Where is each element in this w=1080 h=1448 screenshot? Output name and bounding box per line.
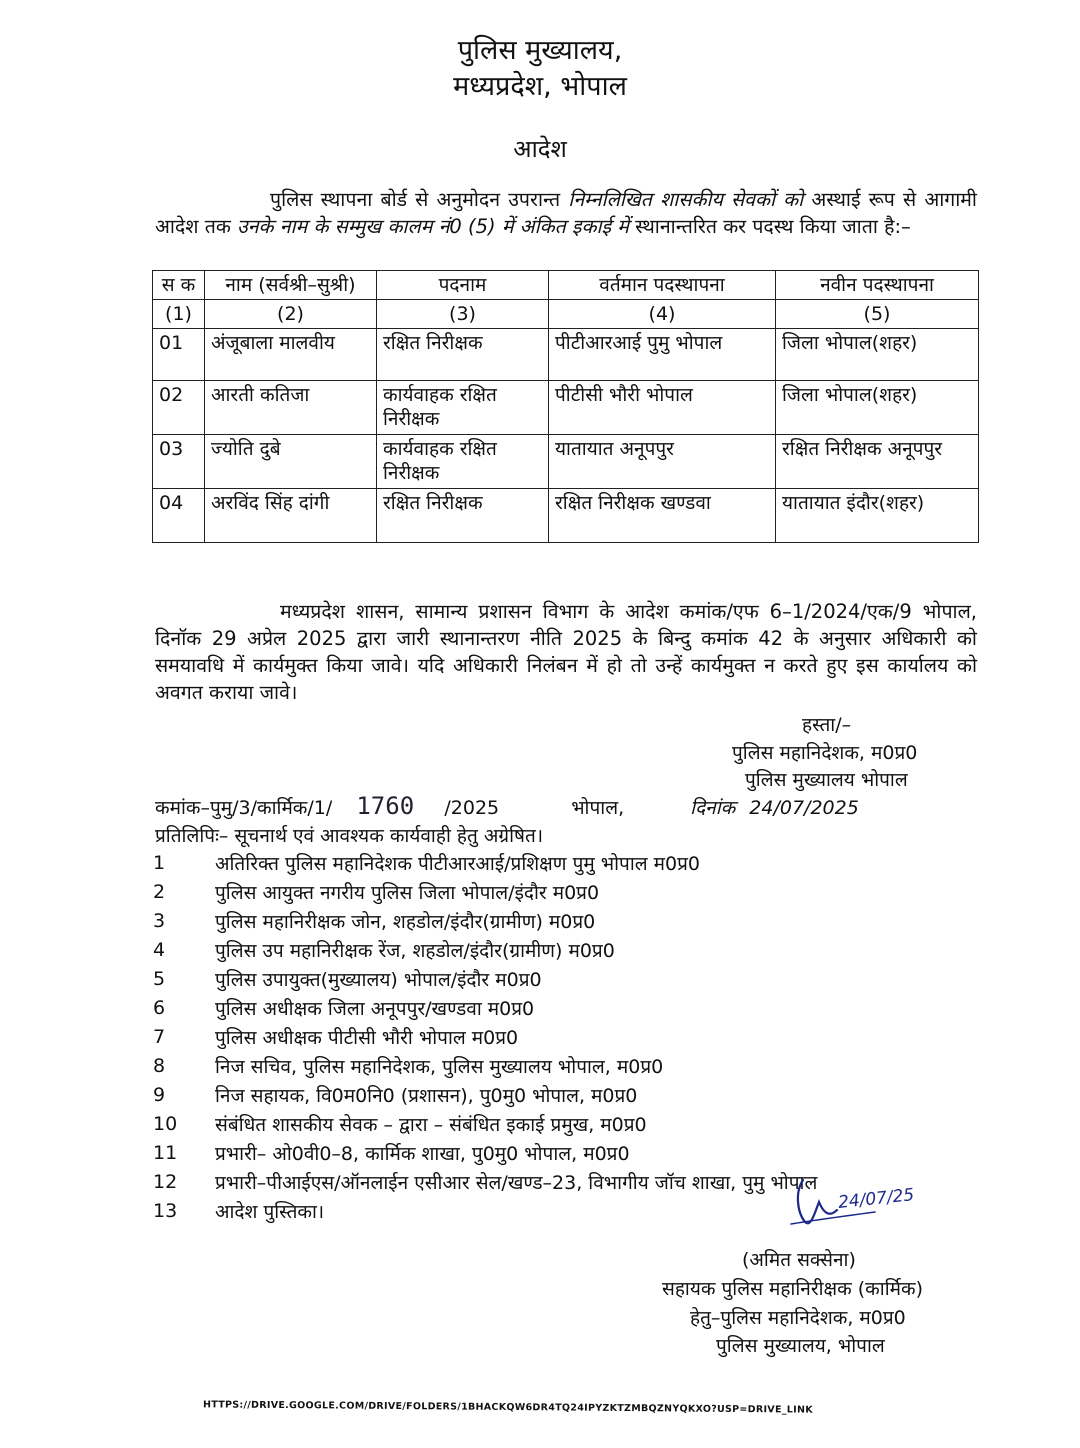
col-number: (2) [205, 300, 377, 329]
copy-number: 12 [153, 1170, 178, 1193]
reference-prefix: कमांक–पुमु/3/कार्मिक/1/ [155, 797, 333, 819]
copy-number: 1 [153, 851, 166, 874]
cell-name: अंजूबाला मालवीय [205, 329, 377, 381]
copy-text: संबंधित शासकीय सेवक – द्वारा – संबंधित इकाई प्रमुख, म0प्र0 [215, 1113, 647, 1136]
col-number: (1) [153, 300, 205, 329]
copy-text: पुलिस अधीक्षक पीटीसी भौरी भोपाल म0प्र0 [215, 1026, 519, 1049]
cell-designation: कार्यवाहक रक्षित निरीक्षक [377, 381, 549, 435]
cell-current-posting: पीटीआरआई पुमु भोपाल [549, 329, 776, 381]
cell-designation: रक्षित निरीक्षक [377, 489, 549, 543]
cell-new-posting: जिला भोपाल(शहर) [776, 329, 979, 381]
copy-number: 7 [153, 1025, 166, 1048]
col-number: (3) [377, 300, 549, 329]
cell-sn: 02 [153, 381, 205, 435]
header-name: नाम (सर्वश्री–सुश्री) [205, 271, 377, 300]
cell-name: आरती कतिजा [205, 381, 377, 435]
copy-text: पुलिस उप महानिरीक्षक रेंज, शहडोल/इंदौर(ग्रामीण) म0प्र0 [215, 939, 615, 962]
order-number: 1760 [356, 792, 415, 820]
copy-number: 8 [153, 1054, 166, 1077]
date-label: दिनांक [690, 797, 736, 819]
copy-number: 4 [153, 938, 166, 961]
copy-text: प्रभारी–पीआईएस/ऑनलाईन एसीआर सेल/खण्ड–23, विभागीय जॉच शाखा, पुमु भोपाल [215, 1171, 818, 1194]
list-item [150, 1051, 1000, 1080]
cell-designation: कार्यवाहक रक्षित निरीक्षक [377, 435, 549, 489]
copy-number: 9 [153, 1083, 166, 1106]
copy-text: पुलिस महानिरीक्षक जोन, शहडोल/इंदौर(ग्रामीण) म0प्र0 [215, 910, 596, 933]
dgp-office: पुलिस मुख्यालय भोपाल [745, 769, 908, 791]
list-item [150, 1138, 1000, 1167]
instruction-paragraph: मध्यप्रदेश शासन, सामान्य प्रशासन विभाग के आदेश कमांक/एफ 6–1/2024/एक/9 भोपाल, दिनॉक 29 अप्रेल 2025 द्वारा जारी स्थानान्तरण नीति 2025 के बिन्दु कमांक 42 के अनुसार अधिकारी को समयावधि में कार्यमुक्त किया जावे। यदि अधिकारी निलंबन में हो तो उन्हें कार्यमुक्त न करते हुए इस कार्यालय को अवगत कराया जावे। [155, 600, 977, 704]
copy-number: 11 [153, 1141, 178, 1164]
list-item [150, 848, 1000, 877]
header-sn: स क [153, 271, 205, 300]
signatory-on-behalf: हेतु–पुलिस महानिदेशक, म0प्र0 [690, 1307, 906, 1329]
cell-new-posting: जिला भोपाल(शहर) [776, 381, 979, 435]
table-row [153, 489, 979, 543]
transfer-table [152, 270, 979, 543]
reference-place: भोपाल, [571, 797, 625, 819]
copy-number: 2 [153, 880, 166, 903]
column-number-row [153, 300, 979, 329]
list-item [150, 906, 1000, 935]
cell-current-posting: पीटीसी भौरी भोपाल [549, 381, 776, 435]
list-item [150, 935, 1000, 964]
signatory-designation: सहायक पुलिस महानिरीक्षक (कार्मिक) [662, 1278, 923, 1300]
order-date: 24/07/2025 [749, 797, 859, 819]
dgp-designation: पुलिस महानिदेशक, म0प्र0 [732, 742, 918, 764]
table-header-row [153, 271, 979, 300]
copy-text: प्रभारी– ओ0वी0–8, कार्मिक शाखा, पु0मु0 भोपाल, म0प्र0 [215, 1142, 630, 1165]
list-item [150, 964, 1000, 993]
copy-list [150, 825, 1000, 1225]
list-item [150, 877, 1000, 906]
copy-text: पुलिस अधीक्षक जिला अनूपपुर/खण्डवा म0प्र0 [215, 997, 535, 1020]
copy-number: 10 [153, 1112, 178, 1135]
copy-number: 13 [153, 1199, 178, 1222]
copy-number: 5 [153, 967, 166, 990]
copy-text: आदेश पुस्तिका। [215, 1200, 325, 1223]
copy-text: पुलिस आयुक्त नगरीय पुलिस जिला भोपाल/इंदौर म0प्र0 [215, 881, 600, 904]
table-row [153, 435, 979, 489]
cell-sn: 04 [153, 489, 205, 543]
list-item [150, 1022, 1000, 1051]
col-number: (5) [776, 300, 979, 329]
cell-current-posting: रक्षित निरीक्षक खण्डवा [549, 489, 776, 543]
header-designation: पदनाम [377, 271, 549, 300]
copy-number: 3 [153, 909, 166, 932]
office-name: पुलिस मुख्यालय, [457, 35, 623, 66]
copy-number: 6 [153, 996, 166, 1019]
copy-heading: प्रतिलिपिः– सूचनार्थ एवं आवश्यक कार्यवाही हेतु अग्रेषित। [155, 825, 544, 847]
header-current-posting: वर्तमान पदस्थापना [549, 271, 776, 300]
handwritten-date: 24/07/25 [837, 1185, 916, 1213]
order-title: आदेश [513, 135, 567, 163]
reference-year: /2025 [444, 797, 500, 819]
cell-designation: रक्षित निरीक्षक [377, 329, 549, 381]
copy-text: पुलिस उपायुक्त(मुख्यालय) भोपाल/इंदौर म0प्र0 [215, 968, 542, 991]
cell-name: ज्योति दुबे [205, 435, 377, 489]
table-row [153, 329, 979, 381]
office-location: मध्यप्रदेश, भोपाल [453, 71, 627, 102]
table-row [153, 381, 979, 435]
list-item [150, 993, 1000, 1022]
signatory-name: (अमित सक्सेना) [742, 1249, 856, 1271]
cell-sn: 03 [153, 435, 205, 489]
reference-line [155, 792, 985, 820]
copy-text: निज सहायक, वि0म0नि0 (प्रशासन), पु0मु0 भोपाल, म0प्र0 [215, 1084, 638, 1107]
cell-sn: 01 [153, 329, 205, 381]
header-new-posting: नवीन पदस्थापना [776, 271, 979, 300]
intro-paragraph: पुलिस स्थापना बोर्ड से अनुमोदन उपरान्त निम्नलिखित शासकीय सेवकों को अस्थाई रूप से आगामी आदेश तक उनके नाम के सम्मुख कालम नं0 (5) में अंकित इकाई में स्थानान्तरित कर पदस्थ किया जाता है:– [155, 188, 977, 238]
col-number: (4) [549, 300, 776, 329]
cell-new-posting: यातायात इंदौर(शहर) [776, 489, 979, 543]
copy-text: अतिरिक्त पुलिस महानिदेशक पीटीआरआई/प्रशिक्षण पुमु भोपाल म0प्र0 [215, 852, 701, 875]
signed-mark: हस्ता/– [802, 714, 852, 736]
cell-name: अरविंद सिंह दांगी [205, 489, 377, 543]
footer-url: HTTPS://DRIVE.GOOGLE.COM/DRIVE/FOLDERS/1BHACKQW6DR4TQ24IPYZKTZMBQZNYQKXO?USP=DRIVE_LINK [202, 1399, 813, 1416]
cell-new-posting: रक्षित निरीक्षक अनूपपुर [776, 435, 979, 489]
list-item [150, 1080, 1000, 1109]
copy-text: निज सचिव, पुलिस महानिदेशक, पुलिस मुख्यालय भोपाल, म0प्र0 [215, 1055, 664, 1078]
signatory-office: पुलिस मुख्यालय, भोपाल [716, 1335, 885, 1357]
list-item [150, 1109, 1000, 1138]
cell-current-posting: यातायात अनूपपुर [549, 435, 776, 489]
